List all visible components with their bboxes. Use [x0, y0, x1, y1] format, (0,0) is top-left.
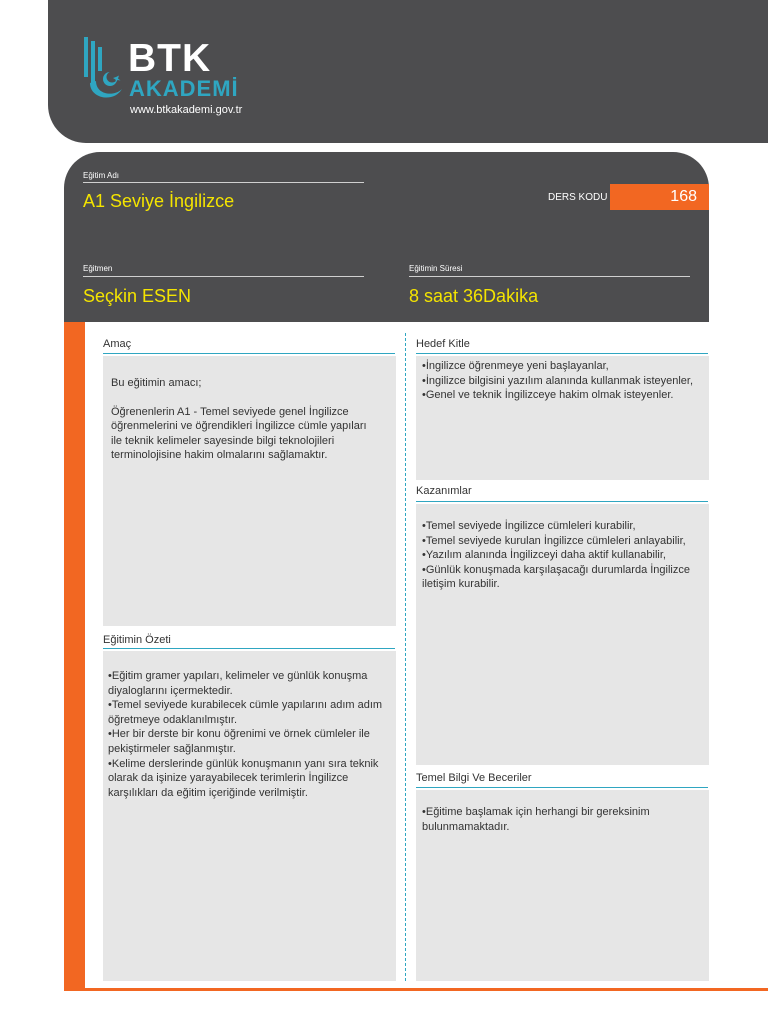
list-item: •Her bir derste bir konu öğrenimi ve örnek cümleler ile pekiştirmeler sağlanmıştır.	[108, 728, 370, 755]
instructor-label: Eğitmen	[83, 264, 113, 273]
amac-rule	[103, 353, 395, 354]
list-item: •İngilizce bilgisini yazılım alanında kullanmak isteyenler,	[422, 374, 694, 387]
course-name: A1 Seviye İngilizce	[83, 191, 235, 211]
logo-akademi-text: AKADEMİ	[129, 76, 239, 101]
left-accent-bar	[64, 322, 85, 990]
website-url[interactable]: www.btkakademi.gov.tr	[130, 104, 243, 116]
duration-label: Eğitimin Süresi	[409, 264, 463, 273]
btk-logo-mark-icon	[82, 33, 126, 105]
amac-intro: Bu eğitimin amacı;	[111, 377, 202, 389]
list-item: •Temel seviyede kurabilecek cümle yapılarını adım adım öğretmeye odaklanılmıştır.	[108, 699, 383, 726]
bottom-accent-line	[64, 988, 768, 991]
list-item: •Eğitim gramer yapıları, kelimeler ve günlük konuşma diyaloglarını içermektedir.	[108, 670, 368, 697]
hedef-box	[416, 356, 709, 480]
list-item: •Genel ve teknik İngilizceye hakim olmak isteyenler.	[422, 389, 674, 402]
ozet-title: Eğitimin Özeti	[103, 634, 171, 646]
temel-title: Temel Bilgi Ve Beceriler	[416, 772, 532, 784]
amac-box	[103, 356, 396, 626]
list-item: •Kelime derslerinde günlük konuşmanın yanı sıra teknik olarak da işinize yarayabilecek terimlerin İngilizce karşılıkları da eğitim içeriğinde verilmiştir.	[108, 757, 379, 799]
ozet-box	[103, 651, 396, 981]
column-divider	[405, 333, 406, 981]
temel-rule	[416, 787, 708, 788]
hedef-title: Hedef Kitle	[416, 338, 470, 350]
logo-btk-text: BTK	[128, 37, 212, 80]
amac-body: Öğrenenlerin A1 - Temel seviyede genel İngilizce öğrenmelerini ve öğrendikleri İngilizce cümle yapıları ile teknik kelimeler sayesinde bilgi teknolojileri terminolojisine hakim olmalarını sağlamaktır.	[111, 405, 367, 462]
hedef-rule	[416, 353, 708, 354]
course-info-panel	[64, 152, 709, 322]
course-name-rule	[83, 182, 364, 183]
list-item: •Günlük konuşmada karşılaşacağı durumlarda İngilizce iletişim kurabilir.	[422, 563, 690, 591]
course-duration: 8 saat 36Dakika	[409, 286, 539, 306]
list-item: •İngilizce öğrenmeye yeni başlayanlar,	[422, 360, 609, 372]
course-code: 168	[610, 184, 709, 210]
course-code-label: DERS KODU	[548, 192, 608, 203]
kazanimlar-title: Kazanımlar	[416, 485, 472, 497]
kazanimlar-box	[416, 504, 709, 765]
temel-box	[416, 790, 709, 981]
list-item: •Temel seviyede İngilizce cümleleri kurabilir,	[422, 520, 636, 532]
kazanimlar-rule	[416, 501, 708, 502]
btk-akademi-logo[interactable]	[82, 33, 282, 123]
list-item: •Eğitime başlamak için herhangi bir gereksinim bulunmamaktadır.	[422, 806, 650, 833]
ozet-rule	[103, 648, 395, 649]
amac-title: Amaç	[103, 338, 132, 350]
duration-rule	[409, 276, 690, 277]
list-item: •Temel seviyede kurulan İngilizce cümleleri anlayabilir,	[422, 534, 686, 547]
course-name-label: Eğitim Adı	[83, 171, 120, 180]
instructor-name: Seçkin ESEN	[83, 286, 192, 306]
list-item: •Yazılım alanında İngilizceyi daha aktif kullanabilir,	[422, 549, 666, 562]
instructor-rule	[83, 276, 364, 277]
